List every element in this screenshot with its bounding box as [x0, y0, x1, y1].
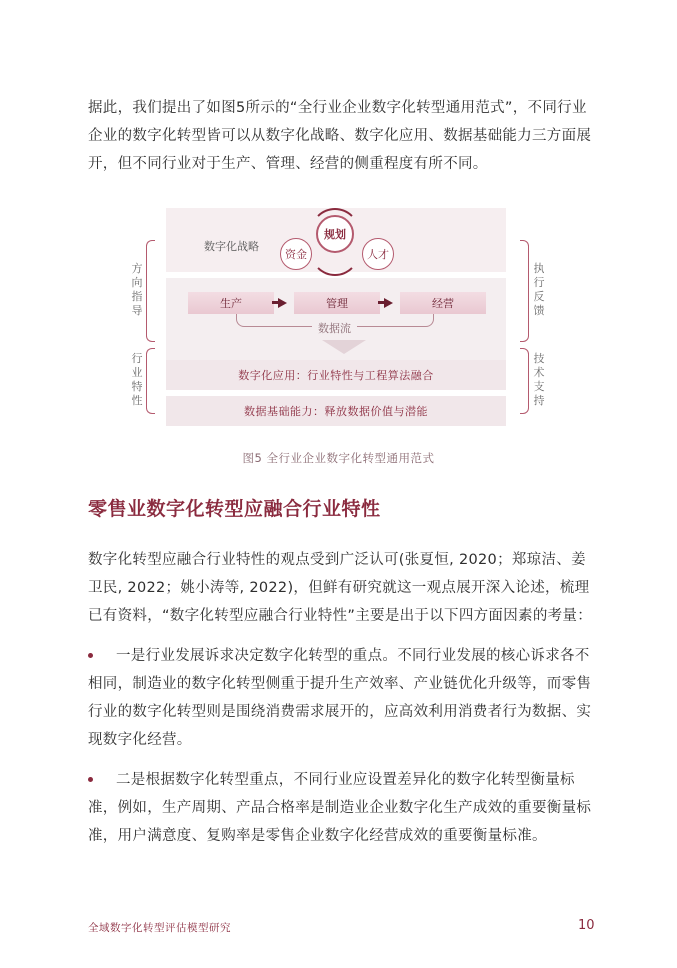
capital-circle: 资金 — [280, 238, 312, 270]
figure-caption: 图5 全行业企业数字化转型通用范式 — [242, 451, 435, 465]
footer-title: 全域数字化转型评估模型研究 — [88, 922, 231, 934]
application-band — [166, 360, 506, 390]
tech-support-label: 技术支持 — [533, 352, 545, 407]
left-bottom-bracket — [146, 348, 155, 414]
paradigm-figure — [128, 200, 548, 440]
right-top-bracket — [520, 240, 529, 342]
strategy-label: 数字化战略 — [204, 240, 259, 253]
arrow-right-icon — [384, 298, 393, 308]
right-bottom-bracket — [520, 348, 529, 414]
data-capability-text: 数据基础能力：释放数据价值与潜能 — [244, 405, 428, 418]
bullet-icon — [88, 777, 93, 782]
page-number: 10 — [578, 918, 595, 933]
data-flow-label: 数据流 — [312, 320, 357, 336]
list-item — [88, 766, 596, 850]
stage-operation: 经营 — [400, 292, 486, 314]
application-text: 数字化应用：行业特性与工程算法融合 — [238, 369, 434, 382]
bullet-text: 二是根据数字化转型重点，不同行业应设置差异化的数字化转型衡量标准，例如，生产周期、产品合格率是制造业企业数字化生产成效的重要衡量标准，用户满意度、复购率是零售企业数字化经营成效的重要衡量标准。 — [88, 772, 592, 844]
arrow-right-icon — [278, 298, 287, 308]
direction-guidance-label: 方向指导 — [131, 262, 143, 317]
section-paragraph: 数字化转型应融合行业特性的观点受到广泛认可(张夏恒, 2020；郑琼洁、姜卫民, 2022；姚小涛等, 2022)，但鲜有研究就这一观点展开深入论述，梳理已有资料，“数字化转型应融合行业特性”主要是出于以下四方面因素的考量： — [88, 552, 593, 624]
bullet-icon — [88, 653, 93, 658]
stage-production: 生产 — [188, 292, 274, 314]
execution-feedback-label: 执行反馈 — [533, 262, 545, 317]
left-top-bracket — [146, 240, 155, 342]
chevron-down-icon — [322, 340, 366, 354]
intro-paragraph: 据此，我们提出了如图5所示的“全行业企业数字化转型通用范式”，不同行业企业的数字化转型皆可以从数字化战略、数字化应用、数据基础能力三方面展开，但不同行业对于生产、管理、经营的侧重程度有所不同。 — [88, 100, 592, 172]
stage-management: 管理 — [294, 292, 380, 314]
plan-circle: 规划 — [316, 215, 354, 253]
section-heading: 零售业数字化转型应融合行业特性 — [88, 498, 381, 520]
talent-circle: 人才 — [362, 238, 394, 270]
list-item — [88, 642, 596, 754]
industry-feature-label: 行业特性 — [131, 352, 143, 407]
bullet-text: 一是行业发展诉求决定数字化转型的重点。不同行业发展的核心诉求各不相同，制造业的数字化转型侧重于提升生产效率、产业链优化升级等，而零售行业的数字化转型则是围绕消费需求展开的，应高效利用消费者行为数据、实现数字化经营。 — [88, 648, 592, 748]
data-capability-band — [166, 396, 506, 426]
